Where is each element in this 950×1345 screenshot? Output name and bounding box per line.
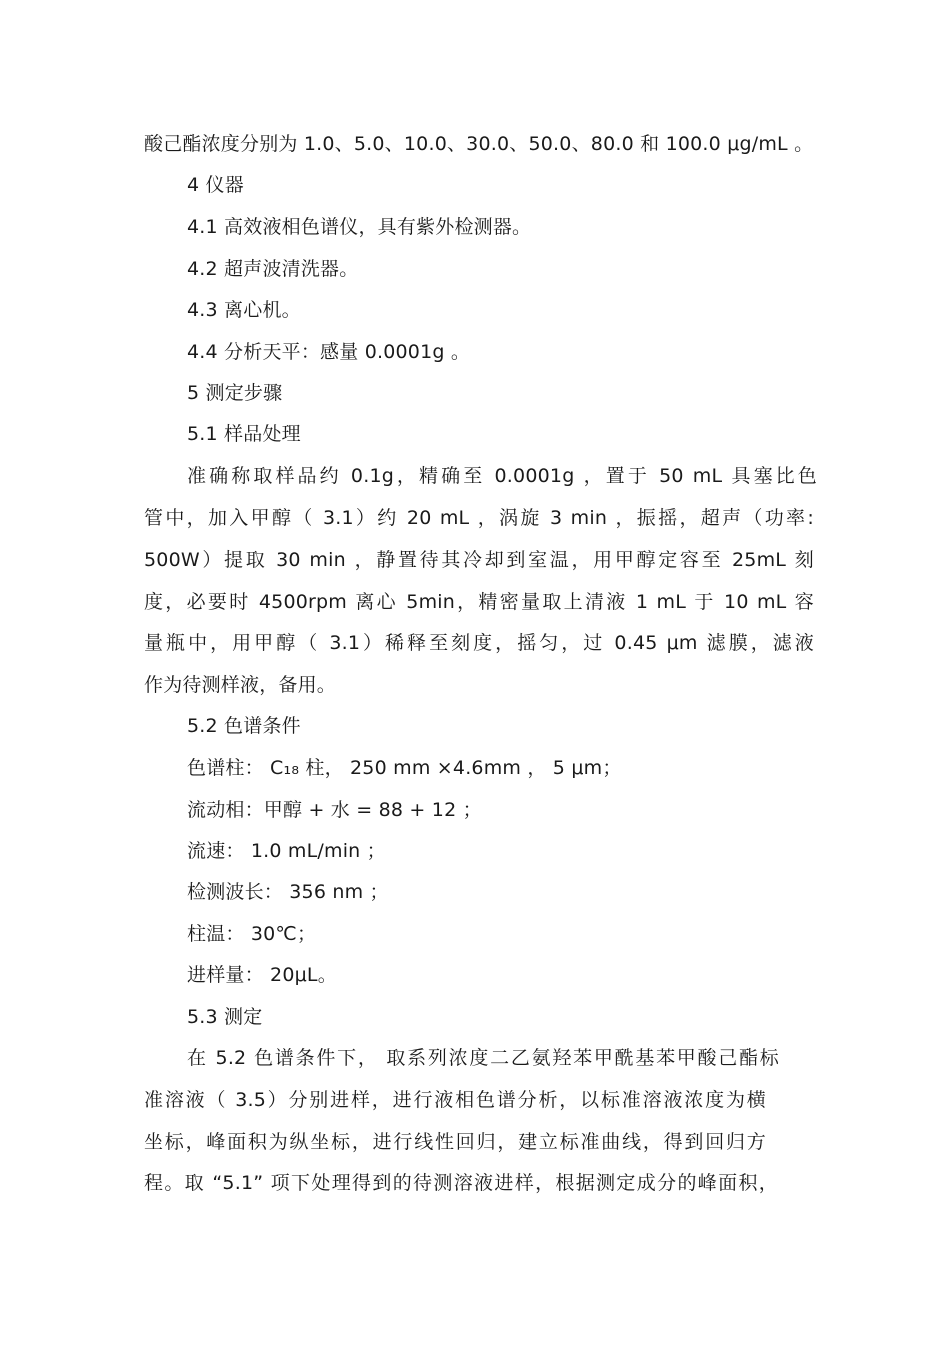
paragraph-line: 500W）提取 30 min ，静置待其冷却到室温，用甲醇定容至 25mL 刻 <box>144 549 814 571</box>
heading-4-instruments: 4 仪器 <box>187 174 244 196</box>
heading-5-procedure: 5 测定步骤 <box>187 382 283 404</box>
paragraph-line: 坐标，峰面积为纵坐标，进行线性回归，建立标准曲线，得到回归方 <box>144 1131 766 1153</box>
condition-mobile-phase: 流动相：甲醇 + 水 = 88 + 12 ； <box>187 799 482 821</box>
paragraph-line: 程。取 “5.1” 项下处理得到的待测溶液进样，根据测定成分的峰面积， <box>144 1172 778 1194</box>
text-line-concentrations: 酸己酯浓度分别为 1.0、5.0、10.0、30.0、50.0、80.0 和 100.0 μg/mL 。 <box>144 133 814 155</box>
paragraph-line: 作为待测样液，备用。 <box>144 674 337 696</box>
condition-column: 色谱柱： C₁₈ 柱， 250 mm ×4.6mm ， 5 μm； <box>187 757 622 779</box>
paragraph-line: 管中，加入甲醇（ 3.1）约 20 mL ，涡旋 3 min ，振摇，超声（功率: <box>144 507 814 529</box>
heading-5-3: 5.3 测定 <box>187 1006 263 1028</box>
item-4-1: 4.1 高效液相色谱仪，具有紫外检测器。 <box>187 216 532 238</box>
paragraph-line: 准确称取样品约 0.1g，精确至 0.0001g ，置于 50 mL 具塞比色 <box>187 465 817 487</box>
condition-column-temp: 柱温： 30℃； <box>187 923 317 945</box>
heading-5-2: 5.2 色谱条件 <box>187 715 301 737</box>
heading-5-1: 5.1 样品处理 <box>187 423 301 445</box>
item-4-4: 4.4 分析天平：感量 0.0001g 。 <box>187 341 471 363</box>
paragraph-line: 度，必要时 4500rpm 离心 5min，精密量取上清液 1 mL 于 10 mL 容 <box>144 591 814 613</box>
paragraph-line: 量瓶中，用甲醇（ 3.1）稀释至刻度，摇匀，过 0.45 μm 滤膜，滤液 <box>144 632 814 654</box>
condition-flow-rate: 流速： 1.0 mL/min ； <box>187 840 386 862</box>
condition-injection-volume: 进样量： 20μL。 <box>187 964 337 986</box>
condition-wavelength: 检测波长： 356 nm ； <box>187 881 389 903</box>
item-4-2: 4.2 超声波清洗器。 <box>187 258 359 280</box>
paragraph-line: 准溶液（ 3.5）分别进样，进行液相色谱分析，以标准溶液浓度为横 <box>144 1089 766 1111</box>
item-4-3: 4.3 离心机。 <box>187 299 301 321</box>
paragraph-line: 在 5.2 色谱条件下， 取系列浓度二乙氨羟苯甲酰基苯甲酸己酯标 <box>187 1047 779 1069</box>
